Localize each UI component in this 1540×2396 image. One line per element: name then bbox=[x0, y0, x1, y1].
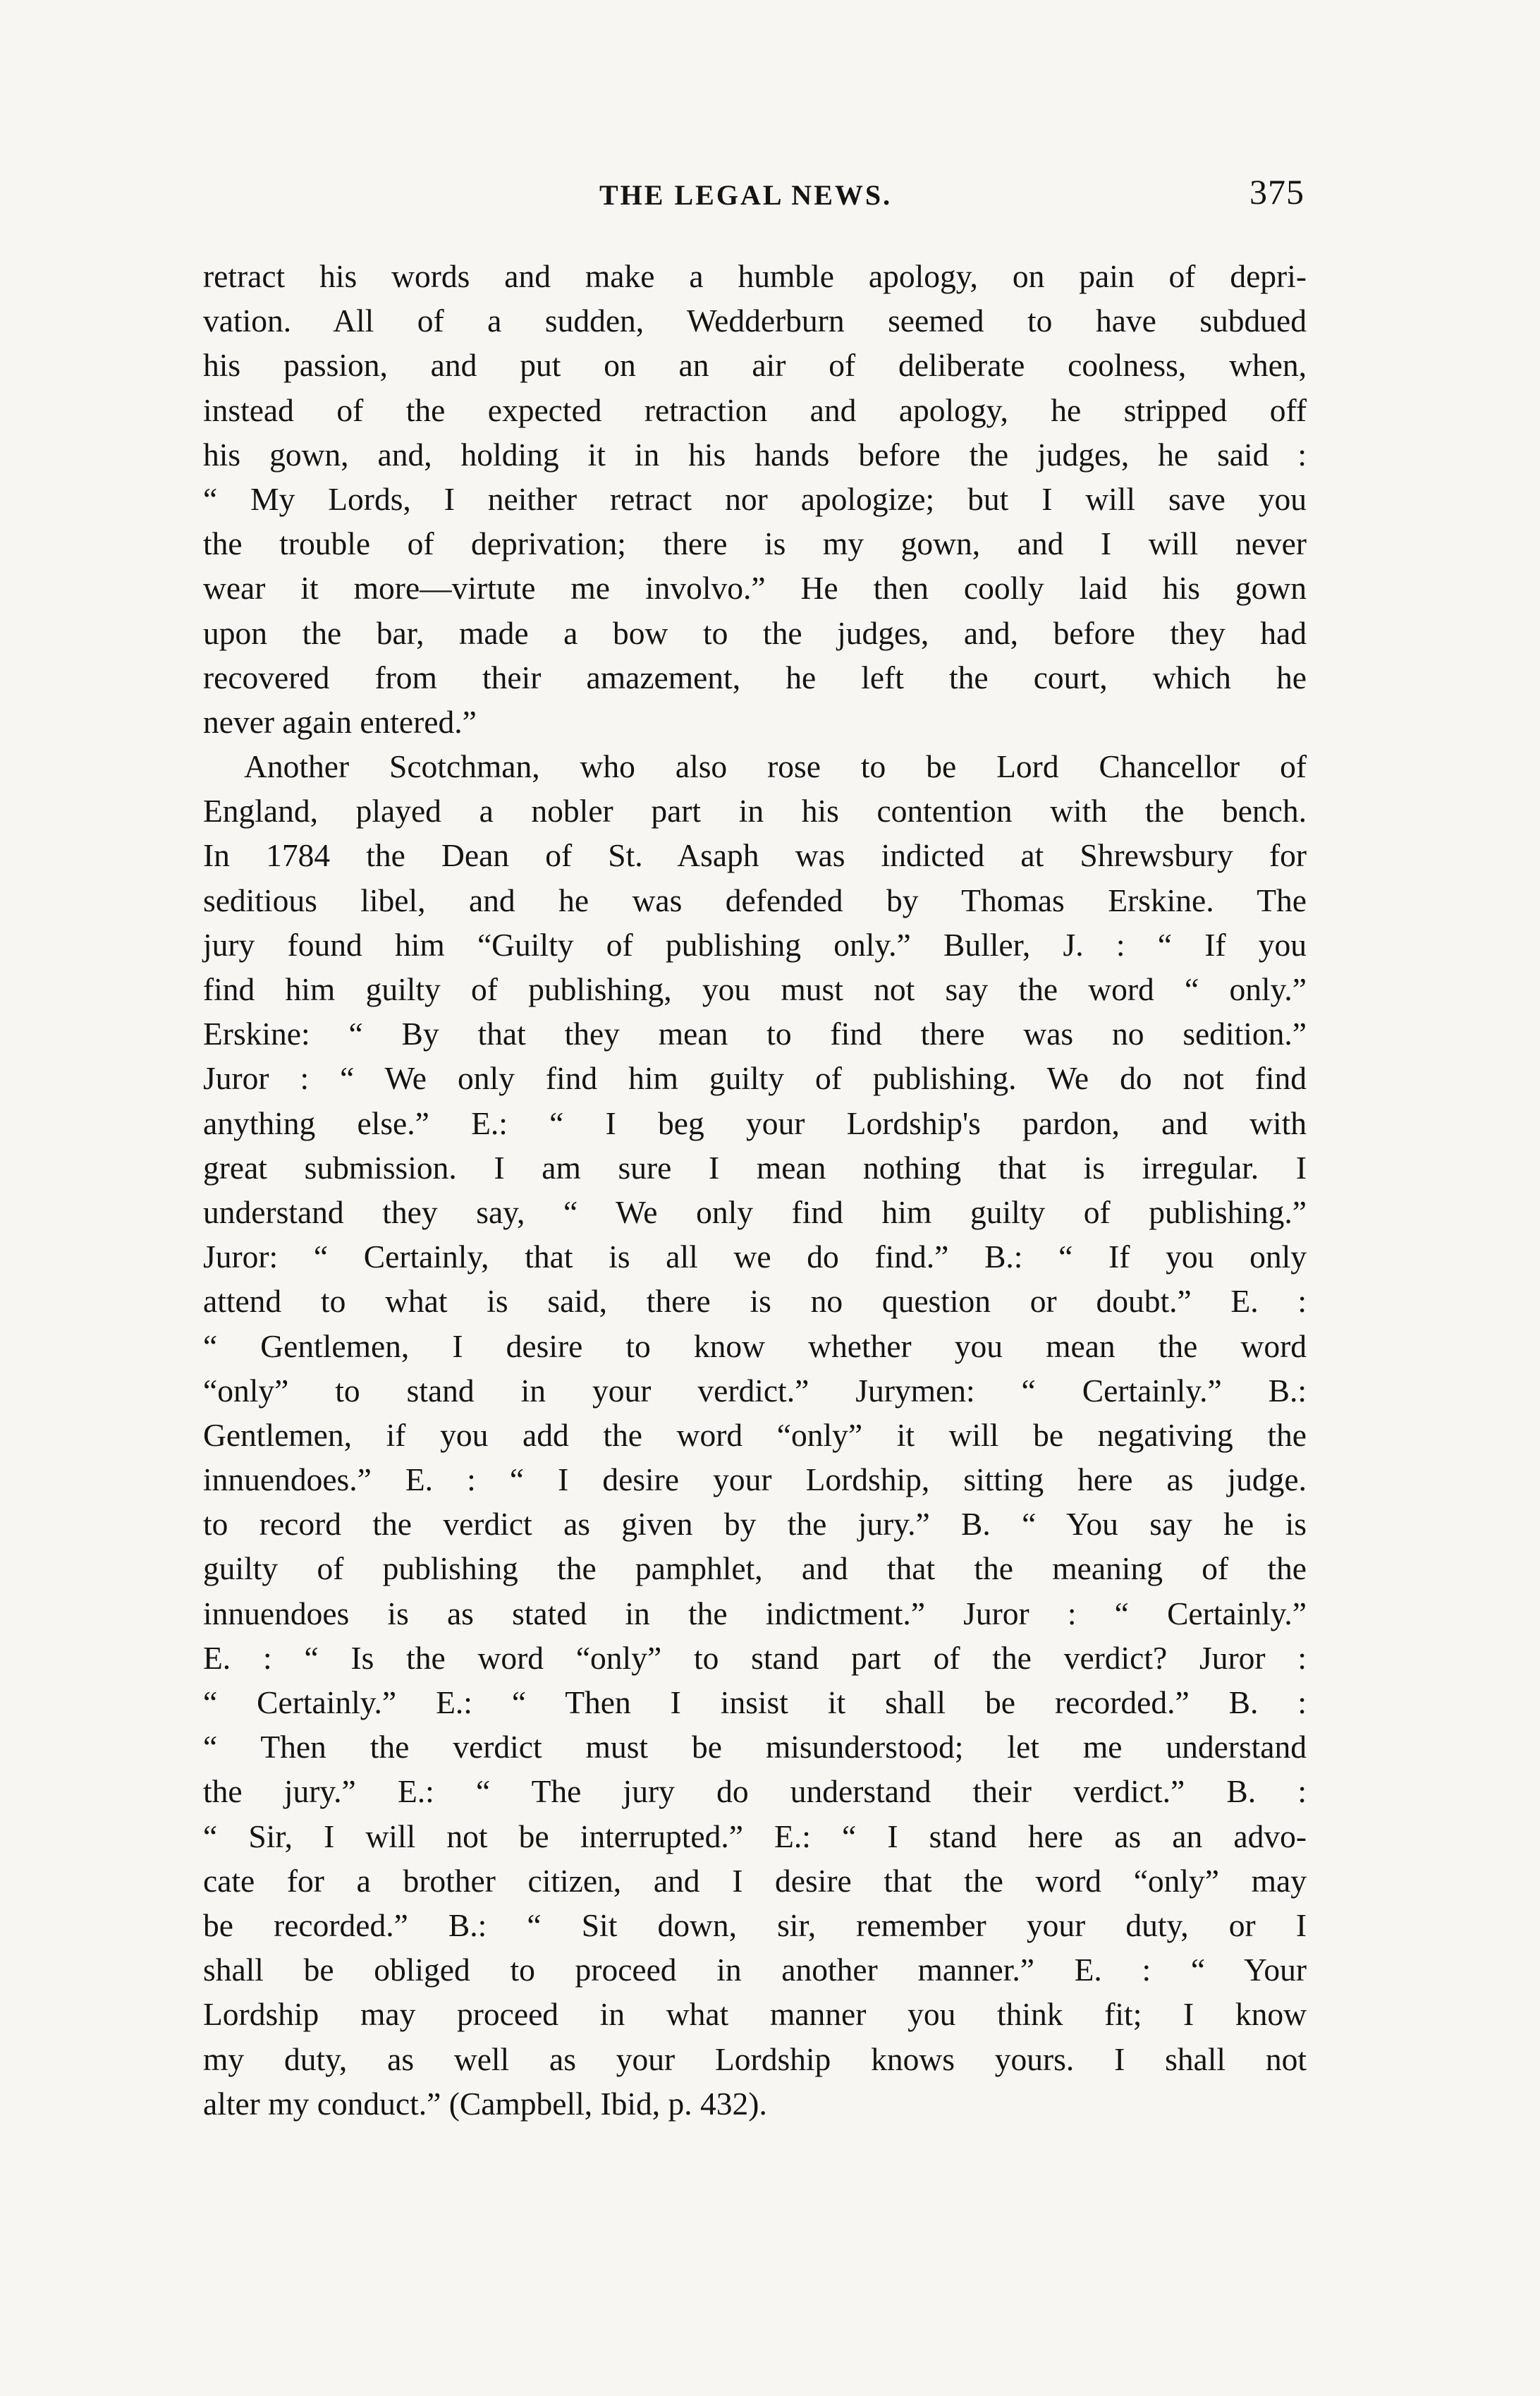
text-line: retract his words and make a humble apology, on pain of depri- bbox=[203, 258, 1307, 294]
text-line: Juror : “ We only find him guilty of publishing. We do not find bbox=[203, 1060, 1307, 1097]
text-line: my duty, as well as your Lordship knows yours. I shall not bbox=[203, 2041, 1307, 2077]
paragraph-2 bbox=[203, 744, 1307, 2126]
text-line: In 1784 the Dean of St. Asaph was indicted at Shrewsbury for bbox=[203, 837, 1307, 874]
text-line: anything else.” E.: “ I beg your Lordship's pardon, and with bbox=[203, 1105, 1307, 1141]
text-line: be recorded.” B.: “ Sit down, sir, remember your duty, or I bbox=[203, 1907, 1307, 1943]
text-line: jury found him “Guilty of publishing only.” Buller, J. : “ If you bbox=[203, 926, 1307, 963]
text-line: E. : “ Is the word “only” to stand part of the verdict? Juror : bbox=[203, 1639, 1307, 1676]
text-line: guilty of publishing the pamphlet, and that the meaning of the bbox=[203, 1550, 1307, 1587]
text-line: “only” to stand in your verdict.” Jurymen: “ Certainly.” B.: bbox=[203, 1372, 1307, 1409]
text-line: instead of the expected retraction and apology, he stripped off bbox=[203, 391, 1307, 428]
text-line: the trouble of deprivation; there is my gown, and I will never bbox=[203, 525, 1307, 562]
text-line: “ Sir, I will not be interrupted.” E.: “ I stand here as an advo- bbox=[203, 1818, 1307, 1854]
text-line: Juror: “ Certainly, that is all we do find.” B.: “ If you only bbox=[203, 1239, 1307, 1275]
text-line: great submission. I am sure I mean nothing that is irregular. I bbox=[203, 1149, 1307, 1186]
text-line: “ Certainly.” E.: “ Then I insist it shall be recorded.” B. : bbox=[203, 1684, 1307, 1720]
text-line: his passion, and put on an air of deliberate coolness, when, bbox=[203, 347, 1307, 384]
text-line: wear it more—virtute me involvo.” He then coolly laid his gown bbox=[203, 570, 1307, 607]
text-line: never again entered.” bbox=[203, 703, 477, 740]
text-line: upon the bar, made a bow to the judges, and, before they had bbox=[203, 614, 1307, 651]
text-line: England, played a nobler part in his contention with the bench. bbox=[203, 793, 1307, 829]
body-text bbox=[203, 254, 1307, 2126]
page-header bbox=[204, 166, 1304, 222]
text-line: shall be obliged to proceed in another manner.” E. : “ Your bbox=[203, 1952, 1307, 1988]
text-line: Lordship may proceed in what manner you think fit; I know bbox=[203, 1996, 1307, 2033]
text-line: Another Scotchman, who also rose to be Lord Chancellor of bbox=[244, 748, 1307, 785]
text-line: attend to what is said, there is no question or doubt.” E. : bbox=[203, 1283, 1307, 1320]
text-line: recovered from their amazement, he left the court, which he bbox=[203, 659, 1307, 695]
text-line: innuendoes is as stated in the indictment.” Juror : “ Certainly.” bbox=[203, 1595, 1307, 1631]
paragraph-1 bbox=[203, 254, 1307, 744]
page-number: 375 bbox=[1249, 172, 1304, 212]
text-line: to record the verdict as given by the jury.” B. “ You say he is bbox=[203, 1506, 1307, 1543]
text-line: vation. All of a sudden, Wedderburn seemed to have subdued bbox=[203, 303, 1307, 339]
text-line: Gentlemen, if you add the word “only” it will be negativing the bbox=[203, 1416, 1307, 1453]
text-line: “ Then the verdict must be misunderstood; let me understand bbox=[203, 1729, 1307, 1765]
text-line: seditious libel, and he was defended by Thomas Erskine. The bbox=[203, 882, 1307, 918]
text-line: alter my conduct.” (Campbell, Ibid, p. 432). bbox=[203, 2085, 767, 2122]
text-line: “ My Lords, I neither retract nor apologize; but I will save you bbox=[203, 480, 1307, 517]
text-line: “ Gentlemen, I desire to know whether you mean the word bbox=[203, 1327, 1307, 1364]
text-line: the jury.” E.: “ The jury do understand their verdict.” B. : bbox=[203, 1773, 1307, 1810]
running-title: THE LEGAL NEWS. bbox=[599, 179, 893, 211]
text-line: his gown, and, holding it in his hands before the judges, he said : bbox=[203, 436, 1307, 473]
text-line: Erskine: “ By that they mean to find there was no sedition.” bbox=[203, 1016, 1307, 1052]
text-line: find him guilty of publishing, you must not say the word “ only.” bbox=[203, 971, 1307, 1007]
text-line: innuendoes.” E. : “ I desire your Lordship, sitting here as judge. bbox=[203, 1461, 1307, 1498]
text-line: understand they say, “ We only find him guilty of publishing.” bbox=[203, 1193, 1307, 1230]
text-line: cate for a brother citizen, and I desire that the word “only” may bbox=[203, 1862, 1307, 1899]
